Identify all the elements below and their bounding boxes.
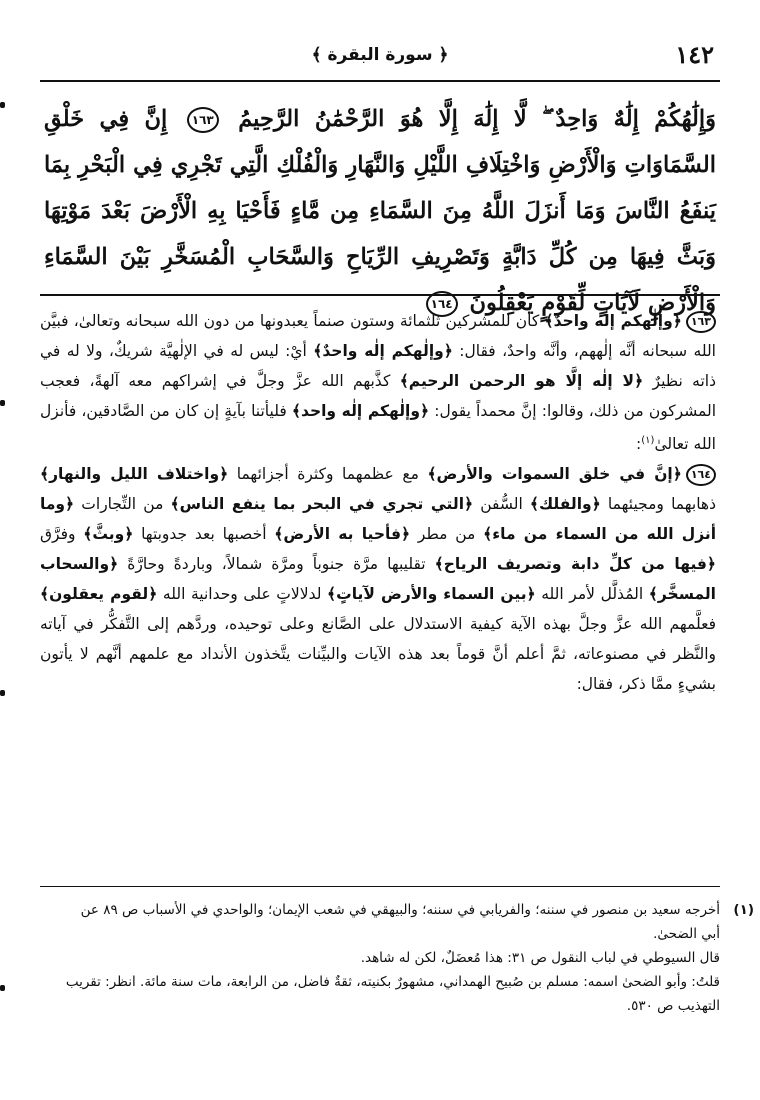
quote: ﴿فيها من كلِّ دابة وتصريف الرياح﴾ (434, 555, 716, 574)
binding-hole (0, 690, 5, 696)
commentary: تقليبها مرَّة جنوباً ومرَّة شمالاً، وباردةً وحارَّةً (118, 555, 435, 574)
footnote-line: قلتُ: وأبو الضحىٰ اسمه: مسلم بن صُبيح الهمداني، مشهورٌ بكنيته، ثقةٌ فاضل، من الرابعة، مات سنة مائة. انظر: تقريب التهذيب ص ٥٣٠. (65, 974, 720, 1014)
quote: ﴿والفلك﴾ (529, 495, 601, 514)
footnote-ref[interactable]: (١) (641, 435, 655, 446)
quote: ﴿واختلاف الليل والنهار﴾ (40, 465, 229, 484)
commentary: فليأتنا بآيةٍ إن كان من الصَّادقين، فأنزل الله تعالىٰ (40, 402, 716, 454)
tafsir-commentary (40, 306, 716, 866)
footnote-rule (40, 886, 720, 887)
quote: ﴿بين السماء والأرض لآياتٍ﴾ (327, 585, 536, 604)
commentary: من التِّجارات (74, 495, 171, 514)
quote: ﴿وإلٰهكم إلٰه واحدٌ﴾ (544, 312, 682, 330)
quote: ﴿فأحيا به الأرض﴾ (274, 525, 411, 544)
quran-text (44, 96, 717, 316)
footnote-line: قال السيوطي في لباب النقول ص ٣١: هذا مُعضَلٌ، لكن له شاهد. (360, 950, 720, 966)
verse-number-163: ١٦٣ (187, 107, 219, 133)
commentary: فعلَّمهم الله عزَّ وجلَّ بهذه الآية كيفية الاستدلال على الصَّانع وعلى توحيده، وردَّهم إلى التَّفكُّر في آياته والنَّظر في مصنوعاته، ثمَّ أعلم أنَّ قوماً بعد هذه الآيات والبيِّنات يتَّخذون الأنداد مع علمهم أنَّهم لا يأتون بشيءٍ ممَّا ذكر، فقال: (40, 615, 716, 694)
quote: ﴿التي تجري في البحر بما ينفع الناس﴾ (170, 495, 474, 514)
footnote-number: (١) (733, 902, 754, 918)
commentary: أيْ: ليس له في الإلٰهيَّة شريكٌ، ولا له في ذاته نظيرٌ (40, 342, 716, 390)
commentary: لدلالاتٍ على وحدانية الله (157, 585, 328, 604)
tafsir-paragraph-163 (40, 306, 716, 459)
commentary: المُذلَّل لأمر الله (535, 585, 649, 604)
commentary: من مطر (410, 525, 484, 544)
quote: ﴿لا إلٰه إلَّا هو الرحمن الرحيم﴾ (399, 372, 644, 390)
quote: ﴿والسحاب المسخَّر﴾ (40, 555, 716, 604)
quote: ﴿لقوم يعقلون﴾ (40, 585, 158, 604)
surah-title: ﴿ سورة البقرة ﴾ (311, 45, 449, 65)
commentary: كذَّبهم الله عزَّ وجلَّ في إشراكهم معه آلهةً، فعجب المشركون من ذلك، وقالوا: إنَّ محمداً يقول: (40, 372, 717, 420)
binding-hole (0, 400, 5, 406)
quote: ﴿وإلٰهكم إلٰه واحد﴾ (291, 402, 430, 420)
quote: ﴿وبثَّ﴾ (83, 525, 134, 544)
commentary: كان للمشركين ثلثمائة وستون صنماً يعبدونها من دون الله سبحانه وتعالىٰ، فبيَّن الله سبحانه أنَّه إلٰههم، وأنَّه واحدٌ، فقال: (40, 312, 716, 360)
commentary: ذهابهما ومجيئهما (600, 495, 717, 514)
verse-badge-163: ١٦٣ (686, 311, 716, 333)
quran-rule (40, 294, 720, 296)
binding-hole (0, 102, 5, 108)
page-header (40, 36, 720, 80)
binding-hole (0, 985, 5, 991)
quran-verse-163-text: وَإِلَٰهُكُمْ إِلَٰهٌ وَاحِدٌ ۖ لَّا إِلَٰهَ إِلَّا هُوَ الرَّحْمَٰنُ الرَّحِيمُ (238, 106, 717, 132)
header-rule (40, 80, 720, 82)
commentary: مع عظمهما وكثرة أجزائهما (228, 465, 428, 484)
page-number: ١٤٢ (675, 40, 714, 69)
footnote-line: أخرجه سعيد بن منصور في سننه؛ والفريابي في سننه؛ والبيهقي في شعب الإيمان؛ والواحدي في الأسباب ص ٨٩ عن أبي الضحىٰ. (80, 902, 720, 942)
verse-badge-164: ١٦٤ (686, 464, 716, 486)
quote: ﴿إنَّ في خلق السموات والأرض﴾ (427, 465, 682, 484)
commentary: : (636, 435, 642, 454)
tafsir-paragraph-164 (40, 459, 716, 699)
commentary: السُّفن (473, 495, 530, 514)
quran-verse-164-text: إِنَّ فِي خَلْقِ السَّمَاوَاتِ وَالْأَرْضِ وَاخْتِلَافِ اللَّيْلِ وَالنَّهَارِ وَالْفُلْكِ الَّتِي تَجْرِي فِي الْبَحْرِ بِمَا يَنفَعُ النَّاسَ وَمَا أَنزَلَ اللَّهُ مِنَ السَّمَاءِ مِن مَّاءٍ فَأَحْيَا بِهِ الْأَرْضَ بَعْدَ مَوْتِهَا وَبَثَّ فِيهَا مِن كُلِّ دَابَّةٍ وَتَصْرِيفِ الرِّيَاحِ وَالسَّحَابِ الْمُسَخَّرِ بَيْنَ السَّمَاءِ وَالْأَرْضِ لَآيَاتٍ لِّقَوْمٍ يَعْقِلُونَ (44, 106, 716, 316)
quote: ﴿وإلٰهكم إلٰه واحدٌ﴾ (313, 342, 453, 360)
commentary: وفرَّق (40, 525, 84, 544)
footnotes (60, 898, 754, 1078)
verse-number-164: ١٦٤ (426, 291, 458, 317)
commentary: أخصبها بعد جدوبتها (133, 525, 275, 544)
quote: ﴿وما أنزل الله من السماء من ماء﴾ (40, 495, 717, 544)
